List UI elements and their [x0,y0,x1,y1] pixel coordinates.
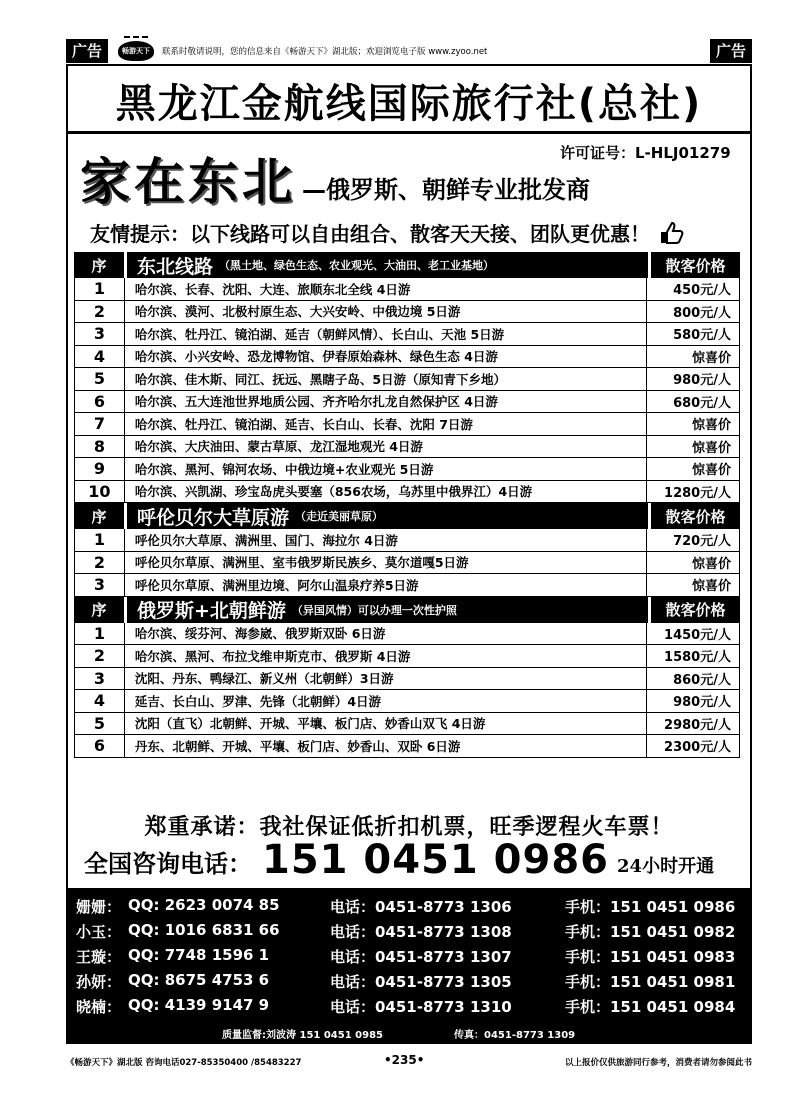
route-number: 2 [75,552,125,574]
section-note: （走近美丽草原） [295,510,384,523]
footer-left: 《畅游天下》湖北版 咨询电话027-85350400 /85483227 [66,1058,302,1068]
route-price: 惊喜价 [691,463,731,479]
route-row [74,278,740,301]
section-num-label: 序 [74,503,124,529]
route-price: 惊喜价 [691,579,731,595]
section-note: （黑土地、绿色生态、农业观光、大油田、老工业基地） [219,259,495,272]
route-price: 2300元/人 [664,740,731,756]
contact-tel: 电话：0451-8773 1308 [330,923,512,941]
route-row [74,323,740,346]
license-number: 许可证号：L-HLJ01279 [560,144,731,162]
slogan [80,150,590,210]
route-row [74,301,740,324]
route-description: 哈尔滨、兴凯湖、珍宝岛虎头要塞（856农场，乌苏里中俄界江）4日游 [125,481,647,503]
route-description: 哈尔滨、佳木斯、同江、抚远、黑瞎子岛、5日游（原知青下乡地） [125,368,647,390]
contact-mobile: 手机：151 0451 0982 [565,923,736,941]
route-row [74,690,740,713]
route-price: 680元/人 [673,395,731,411]
route-description: 哈尔滨、牡丹江、镜泊湖、延吉、长白山、长春、沈阳 7日游 [125,413,647,435]
top-ad-bar [66,38,752,64]
route-number: 3 [75,574,125,596]
route-price: 惊喜价 [691,350,731,366]
contact-mobile: 手机：151 0451 0981 [565,973,736,991]
route-description: 哈尔滨、大庆油田、蒙古草原、龙江湿地观光 4日游 [125,436,647,458]
route-row [74,481,740,504]
route-row [74,645,740,668]
route-row [74,413,740,436]
hotline-phone: 151 0451 0986 [262,837,610,883]
contact-qq: QQ: 7748 1596 1 [128,946,270,964]
contact-row [68,971,750,995]
route-number: 4 [75,690,125,712]
route-number: 5 [75,368,125,390]
slogan-main: 家在东北 [80,153,296,211]
fax: 传真：0451-8773 1309 [454,1030,576,1041]
contact-tel: 电话：0451-8773 1306 [330,898,512,916]
section-price-label: 散客价格 [648,503,740,529]
route-number: 1 [75,278,125,300]
section-title [124,597,648,623]
route-description: 哈尔滨、牡丹江、镜泊湖、延吉（朝鲜风情）、长白山、天池 5日游 [125,323,647,345]
route-number: 1 [75,529,125,551]
hotline-hours: 24小时开通 [617,856,715,877]
tip-row [90,218,684,247]
route-description: 哈尔滨、五大连池世界地质公园、齐齐哈尔扎龙自然保护区 4日游 [125,391,647,413]
route-row [74,668,740,691]
route-description: 延吉、长白山、罗津、先锋（北朝鲜）4日游 [125,690,647,712]
ad-label-right: 广告 [710,39,752,63]
route-row [74,436,740,459]
route-description: 沈阳、丹东、鸭绿江、新义州（北朝鲜）3日游 [125,668,647,690]
contact-tel: 电话：0451-8773 1305 [330,973,512,991]
section-note: （异国风情）可以办理一次性护照 [291,603,457,617]
section-num-label: 序 [74,597,124,623]
route-row [74,623,740,646]
contact-row [68,896,750,920]
page-number: •235• [384,1053,425,1067]
route-description: 哈尔滨、黑河、布拉戈维申斯克市、俄罗斯 4日游 [125,645,647,667]
route-number: 4 [75,346,125,368]
route-price: 800元/人 [673,305,731,321]
contact-name: 姗姗： [76,898,122,916]
route-row [74,552,740,575]
contact-name: 小玉： [76,923,122,941]
route-number: 3 [75,668,125,690]
contacts-panel [68,888,750,1044]
route-row [74,574,740,597]
contact-qq: QQ: 2623 0074 85 [128,896,280,914]
route-description: 哈尔滨、黑河、锦河农场、中俄边境+农业观光 5日游 [125,458,647,480]
contact-tel: 电话：0451-8773 1307 [330,948,512,966]
route-price: 惊喜价 [691,440,731,456]
route-description: 哈尔滨、漠河、北极村原生态、大兴安岭、中俄边境 5日游 [125,301,647,323]
route-description: 哈尔滨、绥芬河、海参崴、俄罗斯双卧 6日游 [125,623,647,645]
contact-mobile: 手机：151 0451 0986 [565,898,736,916]
section-title [124,252,648,278]
route-description: 丹东、北朝鲜、开城、平壤、板门店、妙香山、双卧 6日游 [125,735,647,757]
section-header [74,597,740,623]
route-description: 哈尔滨、小兴安岭、恐龙博物馆、伊春原始森林、绿色生态 4日游 [125,346,647,368]
promise-text: 郑重承诺：我社保证低折扣机票，旺季逻程火车票！ [144,815,674,840]
route-number: 5 [75,713,125,735]
slogan-sub: —俄罗斯、朝鲜专业批发商 [302,176,590,204]
route-description: 哈尔滨、长春、沈阳、大连、旅顺东北全线 4日游 [125,278,647,300]
section-price-label: 散客价格 [648,252,740,278]
route-price: 720元/人 [673,534,731,550]
hotline-label: 全国咨询电话： [84,849,252,878]
route-row [74,391,740,414]
route-description: 呼伦贝尔大草原、满洲里、国门、海拉尔 4日游 [125,529,647,551]
route-description: 呼伦贝尔草原、满洲里、室韦俄罗斯民族乡、莫尔道嘎5日游 [125,552,647,574]
contact-mobile: 手机：151 0451 0983 [565,948,736,966]
contact-row [68,996,750,1020]
top-notice: 联系时敬请说明，您的信息来自《畅游天下》湖北版；欢迎浏览电子版 www.zyoo.net [162,47,488,57]
route-row [74,368,740,391]
route-price: 1580元/人 [664,650,731,666]
route-row [74,713,740,736]
page-footer [66,1053,752,1072]
route-tables [74,252,740,758]
contact-name: 晓楠： [76,998,122,1016]
route-price: 1450元/人 [664,627,731,643]
route-price: 860元/人 [673,672,731,688]
contact-row [68,921,750,945]
contact-row [68,946,750,970]
footer-right: 以上报价仅供旅游同行参考，消费者请勿参阅此书 [564,1058,752,1068]
route-row [74,346,740,369]
thumbs-up-icon [658,220,684,246]
contact-qq: QQ: 8675 4753 6 [128,971,270,989]
route-number: 6 [75,391,125,413]
contact-name: 孙妍： [76,973,122,991]
route-number: 8 [75,436,125,458]
route-row [74,458,740,481]
route-price: 惊喜价 [691,418,731,434]
route-number: 3 [75,323,125,345]
section-price-label: 散客价格 [648,597,740,623]
section-num-label: 序 [74,252,124,278]
section-name: 呼伦贝尔大草原游 [137,506,290,529]
contact-name: 王璇： [76,948,122,966]
friendly-tip: 友情提示：以下线路可以自由组合、散客天天接、团队更优惠！ [90,222,650,246]
route-number: 7 [75,413,125,435]
route-price: 450元/人 [673,283,731,299]
route-number: 2 [75,301,125,323]
quality-supervisor: 质量监督:刘波涛 151 0451 0985 [222,1030,383,1041]
section-title [124,503,648,529]
ad-label-left: 广告 [66,39,108,63]
route-row [74,529,740,552]
section-name: 俄罗斯+北朝鲜游 [137,600,286,622]
section-header [74,503,740,529]
contact-mobile: 手机：151 0451 0984 [565,998,736,1016]
route-description: 沈阳（直飞）北朝鲜、开城、平壤、板门店、妙香山双飞 4日游 [125,713,647,735]
brand-logo: 畅游天下 [118,41,154,61]
contact-tel: 电话：0451-8773 1310 [330,998,512,1016]
brand [118,41,487,61]
route-number: 6 [75,735,125,757]
contact-qq: QQ: 4139 9147 9 [128,996,270,1014]
contact-qq: QQ: 1016 6831 66 [128,921,280,939]
route-price: 980元/人 [673,695,731,711]
section-header [74,252,740,278]
route-row [74,735,740,758]
route-number: 9 [75,458,125,480]
route-price: 惊喜价 [691,556,731,572]
route-number: 2 [75,645,125,667]
hotline [84,838,714,882]
route-price: 2980元/人 [664,717,731,733]
route-description: 呼伦贝尔草原、满洲里边境、阿尔山温泉疗养5日游 [125,574,647,596]
route-price: 980元/人 [673,373,731,389]
route-price: 580元/人 [673,328,731,344]
route-number: 1 [75,623,125,645]
agency-title: 黑龙江金航线国际旅行社(总社) [68,70,750,134]
section-name: 东北线路 [137,255,214,278]
route-price: 1280元/人 [664,485,731,501]
route-number: 10 [75,481,125,503]
